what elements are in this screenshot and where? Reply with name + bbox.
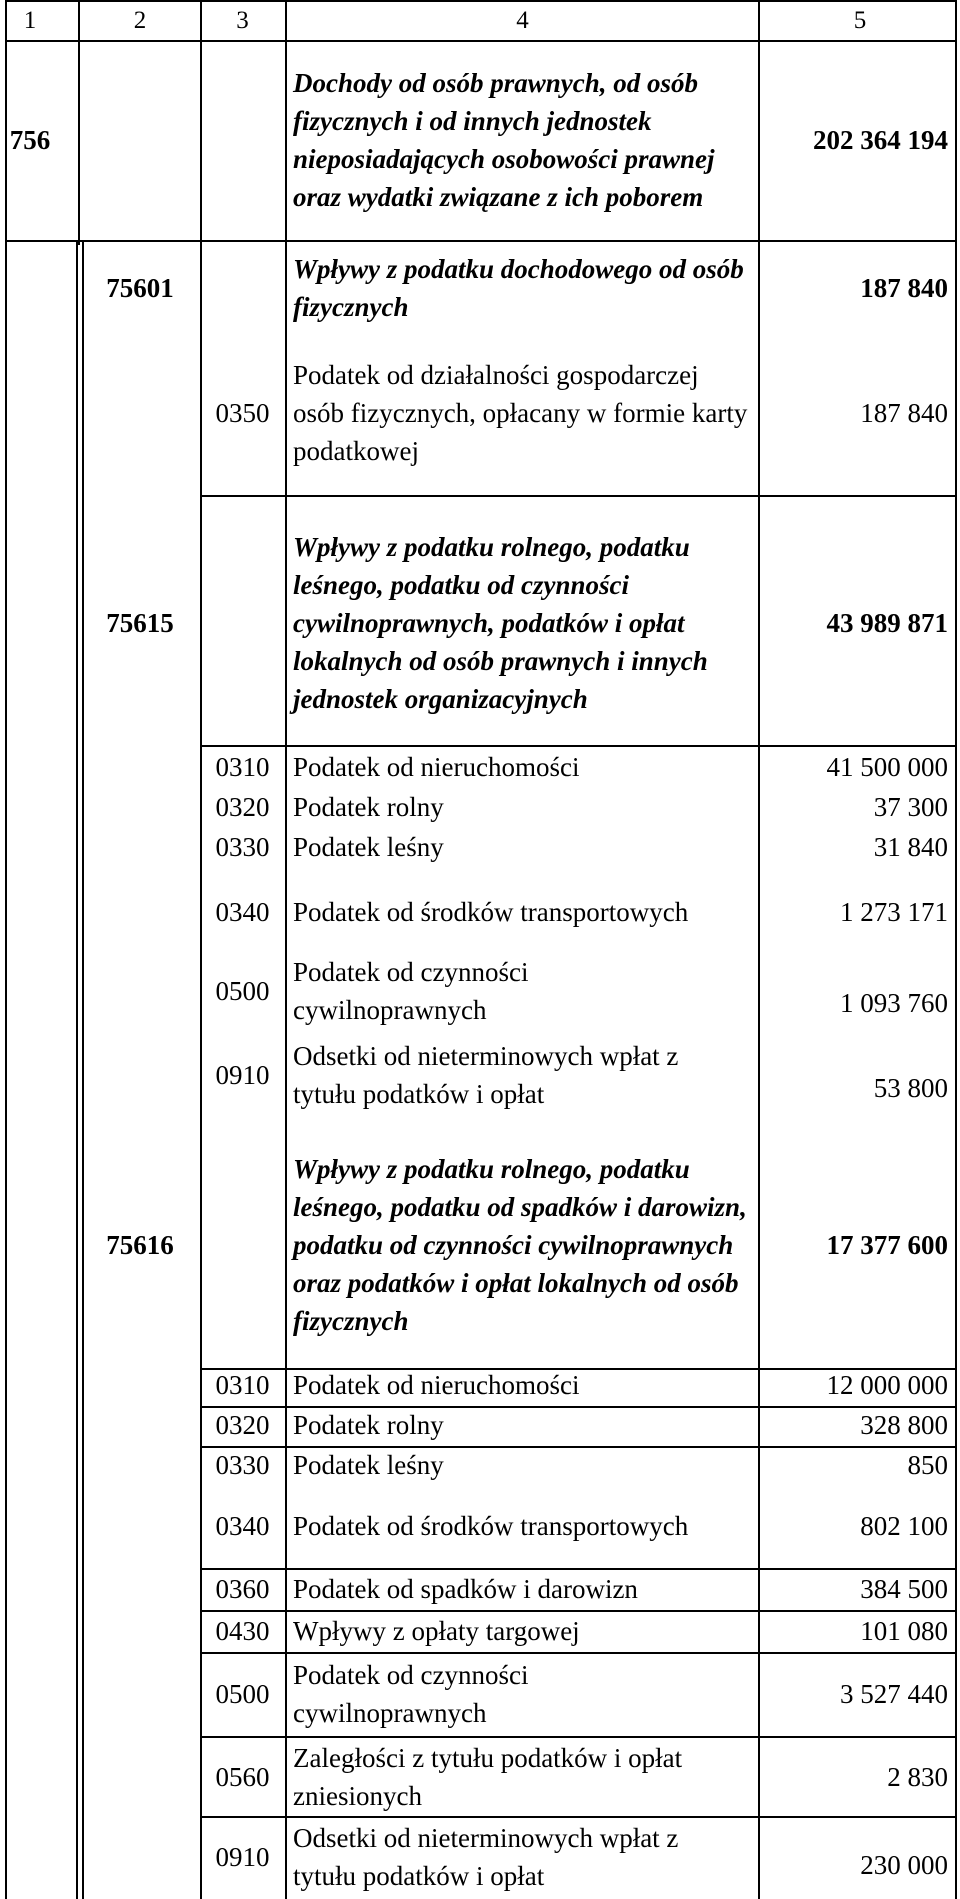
paragraf-amount: 1 093 760 <box>840 988 948 1018</box>
dzial-code: 756 <box>9 125 51 155</box>
grid-line <box>200 1652 957 1654</box>
paragraf-code: 0310 <box>215 752 270 782</box>
grid-line <box>78 0 80 245</box>
paragraf-name: Podatek rolny <box>293 792 444 822</box>
rozdzial-name: Wpływy z podatku rolnego, podatku leśnego, podatku od spadków i darowizn, podatku od czynności cywilnoprawnych oraz podatków i opłat lokalnych od osób fizycznych <box>293 1154 747 1336</box>
grid-line <box>5 240 957 242</box>
grid-line <box>200 1568 957 1570</box>
paragraf-amount: 12 000 000 <box>826 1370 948 1400</box>
grid-line <box>285 0 287 1899</box>
grid-line <box>50 240 52 1899</box>
header-col-5: 5 <box>853 7 867 34</box>
grid-line <box>955 0 957 1899</box>
paragraf-code: 0340 <box>215 1511 270 1541</box>
header-col-1: 1 <box>23 7 37 34</box>
grid-line <box>200 745 957 747</box>
header-col-3: 3 <box>236 7 249 34</box>
grid-line <box>200 1406 957 1408</box>
grid-line <box>5 0 7 1899</box>
paragraf-name: Podatek od spadków i darowizn <box>293 1574 638 1604</box>
paragraf-name: Odsetki od nieterminowych wpłat z tytułu podatków i opłat <box>293 1823 679 1891</box>
paragraf-name: Podatek od czynności cywilnoprawnych <box>293 957 529 1025</box>
paragraf-code: 0350 <box>215 397 270 428</box>
dzial-name: Dochody od osób prawnych, od osób fizycznych i od innych jednostek nieposiadających osobowości prawnej oraz wydatki związane z ich poborem <box>293 68 715 212</box>
paragraf-amount: 230 000 <box>860 1849 948 1880</box>
paragraf-amount: 3 527 440 <box>840 1679 948 1709</box>
grid-line <box>200 1736 957 1738</box>
grid-line <box>758 0 760 1899</box>
paragraf-amount: 850 <box>907 1450 948 1480</box>
grid-line <box>76 240 78 1899</box>
rozdzial-amount: 187 840 <box>860 272 948 303</box>
grid-line <box>5 0 957 2</box>
paragraf-code: 0320 <box>215 792 270 822</box>
paragraf-code: 0500 <box>215 976 270 1006</box>
paragraf-code: 0910 <box>215 1060 270 1090</box>
rozdzial-amount: 17 377 600 <box>826 1230 948 1260</box>
grid-line <box>5 40 957 42</box>
paragraf-amount: 53 800 <box>873 1073 948 1103</box>
paragraf-name: Podatek od nieruchomości <box>293 752 580 782</box>
paragraf-name: Podatek leśny <box>293 1450 444 1480</box>
paragraf-amount: 37 300 <box>873 792 948 822</box>
paragraf-code: 0310 <box>215 1370 270 1400</box>
header-col-2: 2 <box>133 7 147 34</box>
paragraf-amount: 802 100 <box>860 1511 948 1541</box>
paragraf-name: Podatek od działalności gospodarczej osób fizycznych, opłacany w formie karty podatkowej <box>293 359 748 466</box>
rozdzial-code: 75601 <box>106 272 174 303</box>
rozdzial-amount: 43 989 871 <box>826 607 948 638</box>
paragraf-name: Wpływy z opłaty targowej <box>293 1616 580 1646</box>
paragraf-code: 0500 <box>215 1679 270 1709</box>
rozdzial-name: Wpływy z podatku rolnego, podatku leśnego, podatku od czynności cywilnoprawnych, podatków i opłat lokalnych od osób prawnych i innych jednostek organizacyjnych <box>293 531 708 714</box>
header-col-4: 4 <box>516 7 529 34</box>
grid-line <box>200 495 957 497</box>
paragraf-code: 0320 <box>215 1410 270 1440</box>
grid-line <box>200 0 202 1899</box>
paragraf-amount: 1 273 171 <box>840 897 948 927</box>
paragraf-name: Podatek od czynności cywilnoprawnych <box>293 1660 529 1728</box>
paragraf-amount: 187 840 <box>860 397 948 428</box>
paragraf-amount: 2 830 <box>887 1762 948 1792</box>
paragraf-name: Zaległości z tytułu podatków i opłat zniesionych <box>293 1743 683 1811</box>
paragraf-amount: 41 500 000 <box>826 752 948 782</box>
paragraf-name: Podatek od nieruchomości <box>293 1370 580 1400</box>
paragraf-name: Odsetki od nieterminowych wpłat z tytułu podatków i opłat <box>293 1041 679 1109</box>
grid-line <box>200 1610 957 1612</box>
paragraf-code: 0360 <box>215 1574 270 1604</box>
rozdzial-code: 75615 <box>106 607 174 638</box>
paragraf-code: 0330 <box>215 832 270 862</box>
rozdzial-name: Wpływy z podatku dochodowego od osób fizycznych <box>293 253 744 322</box>
paragraf-code: 0430 <box>215 1616 270 1646</box>
dzial-amount: 202 364 194 <box>813 125 948 155</box>
paragraf-amount: 31 840 <box>873 832 948 862</box>
paragraf-name: Podatek leśny <box>293 832 444 862</box>
paragraf-name: Podatek od środków transportowych <box>293 897 689 927</box>
grid-line <box>200 1368 957 1370</box>
paragraf-name: Podatek od środków transportowych <box>293 1511 689 1541</box>
paragraf-amount: 101 080 <box>860 1616 948 1646</box>
paragraf-code: 0340 <box>215 897 270 927</box>
paragraf-code: 0560 <box>215 1762 270 1792</box>
paragraf-code: 0330 <box>215 1450 270 1480</box>
grid-line <box>200 1816 957 1818</box>
grid-line <box>82 240 84 1899</box>
rozdzial-code: 75616 <box>106 1230 174 1260</box>
paragraf-amount: 384 500 <box>860 1574 948 1604</box>
paragraf-code: 0910 <box>215 1842 270 1872</box>
paragraf-name: Podatek rolny <box>293 1410 444 1440</box>
paragraf-amount: 328 800 <box>860 1410 948 1440</box>
grid-line <box>200 1446 957 1448</box>
